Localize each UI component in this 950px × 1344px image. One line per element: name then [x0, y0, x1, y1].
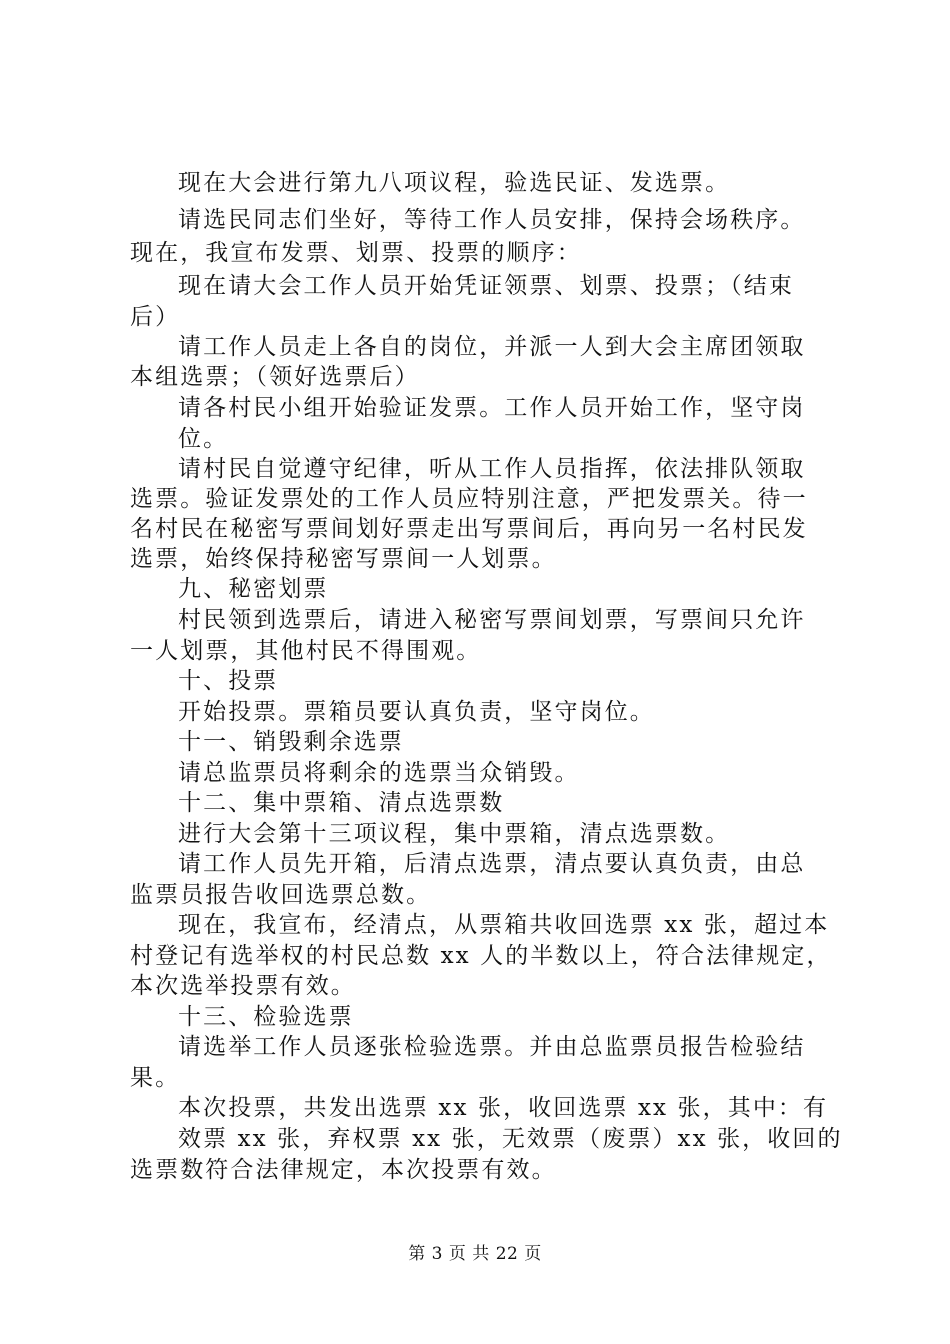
- page-footer: 第 3 页 共 22 页: [408, 1244, 542, 1264]
- section-heading: 十三、检验选票: [178, 1004, 354, 1030]
- paragraph-line: 选票数符合法律规定，本次投票有效。: [130, 1157, 557, 1183]
- paragraph-line: 果。: [130, 1065, 181, 1091]
- paragraph-line: 效票 xx 张，弃权票 xx 张，无效票（废票）xx 张，收回的: [178, 1126, 843, 1152]
- paragraph-line: 选票。验证发票处的工作人员应特别注意，严把发票关。待一: [130, 486, 808, 512]
- section-heading: 九、秘密划票: [178, 576, 329, 602]
- paragraph-line: 请工作人员走上各自的岗位，并派一人到大会主席团领取: [178, 334, 806, 360]
- paragraph-line: 监票员报告收回选票总数。: [130, 882, 432, 908]
- section-heading: 十一、销毁剩余选票: [178, 729, 404, 755]
- paragraph-line: 请选举工作人员逐张检验选票。并由总监票员报告检验结: [178, 1034, 806, 1060]
- paragraph-line: 村民领到选票后，请进入秘密写票间划票，写票间只允许: [178, 607, 806, 633]
- section-heading: 十、投票: [178, 668, 279, 694]
- paragraph-line: 选票，始终保持秘密写票间一人划票。: [130, 546, 557, 572]
- paragraph-line: 现在请大会工作人员开始凭证领票、划票、投票；（结束: [178, 273, 794, 299]
- paragraph-line: 进行大会第十三项议程，集中票箱，清点选票数。: [178, 821, 731, 847]
- paragraph-line: 本次投票，共发出选票 xx 张，收回选票 xx 张，其中：有: [178, 1095, 829, 1121]
- paragraph-line: 本组选票；（领好选票后）: [130, 364, 420, 390]
- paragraph-line: 现在，我宣布发票、划票、投票的顺序：: [130, 240, 582, 266]
- paragraph-line: 一人划票，其他村民不得围观。: [130, 638, 482, 664]
- paragraph-line: 名村民在秘密写票间划好票走出写票间后，再向另一名村民发: [130, 516, 808, 542]
- paragraph-line: 村登记有选举权的村民总数 xx 人的半数以上，符合法律规定，: [130, 943, 832, 969]
- section-heading: 十二、集中票箱、清点选票数: [178, 790, 505, 816]
- paragraph-line: 请选民同志们坐好，等待工作人员安排，保持会场秩序。: [178, 207, 806, 233]
- paragraph-line: 请总监票员将剩余的选票当众销毁。: [178, 760, 580, 786]
- paragraph-line: 请各村民小组开始验证发票。工作人员开始工作，坚守岗: [178, 395, 806, 421]
- paragraph-line: 位。: [178, 426, 229, 452]
- paragraph-line: 请村民自觉遵守纪律，听从工作人员指挥，依法排队领取: [178, 456, 806, 482]
- paragraph-line: 请工作人员先开箱，后清点选票，清点要认真负责，由总: [178, 851, 806, 877]
- paragraph-line: 现在大会进行第九八项议程，验选民证、发选票。: [178, 170, 731, 196]
- paragraph-line: 现在，我宣布，经清点，从票箱共收回选票 xx 张，超过本: [178, 912, 830, 938]
- paragraph-line: 开始投票。票箱员要认真负责，坚守岗位。: [178, 699, 655, 725]
- paragraph-line: 后）: [130, 304, 181, 330]
- paragraph-line: 本次选举投票有效。: [130, 973, 356, 999]
